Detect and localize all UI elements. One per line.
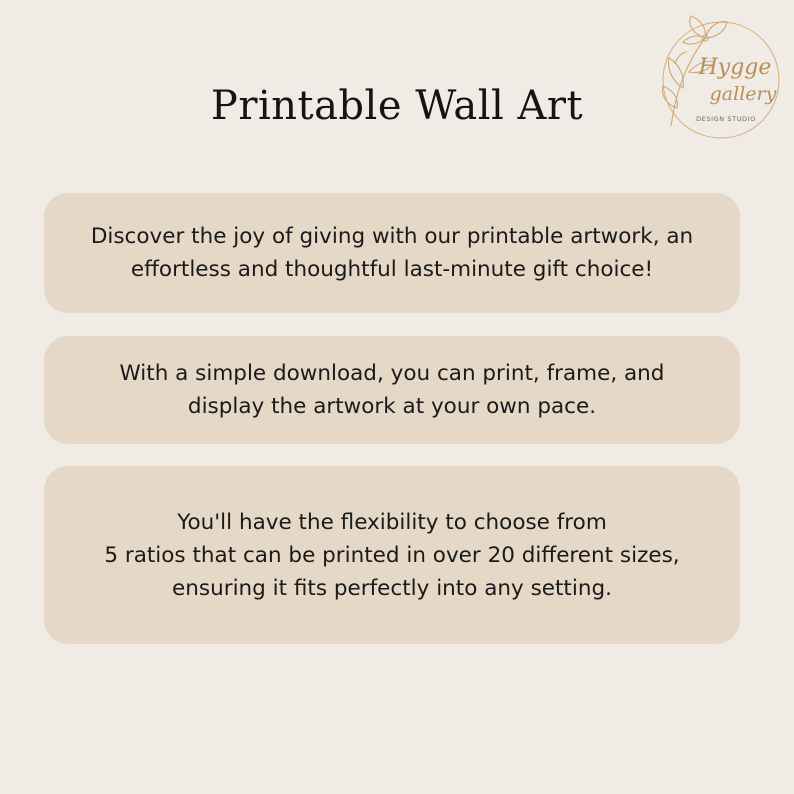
info-card-download (44, 336, 740, 444)
info-card-text: With a simple download, you can print, frame, and display the artwork at your own pace. (119, 361, 665, 419)
logo-tagline: DESIGN STUDIO (696, 115, 756, 123)
page-title: Printable Wall Art (210, 83, 584, 129)
logo-word-hygge: Hygge (698, 55, 772, 80)
info-card-sizes (44, 466, 740, 644)
info-card-text: Discover the joy of giving with our printable artwork, an effortless and thoughtful last-minute gift choice! (90, 224, 694, 282)
info-card-text: You'll have the flexibility to choose from 5 ratios that can be printed in over 20 different sizes, ensuring it fits perfectly into any setting. (104, 509, 680, 601)
logo-word-gallery: gallery (709, 83, 777, 105)
info-card-gift (44, 193, 740, 313)
